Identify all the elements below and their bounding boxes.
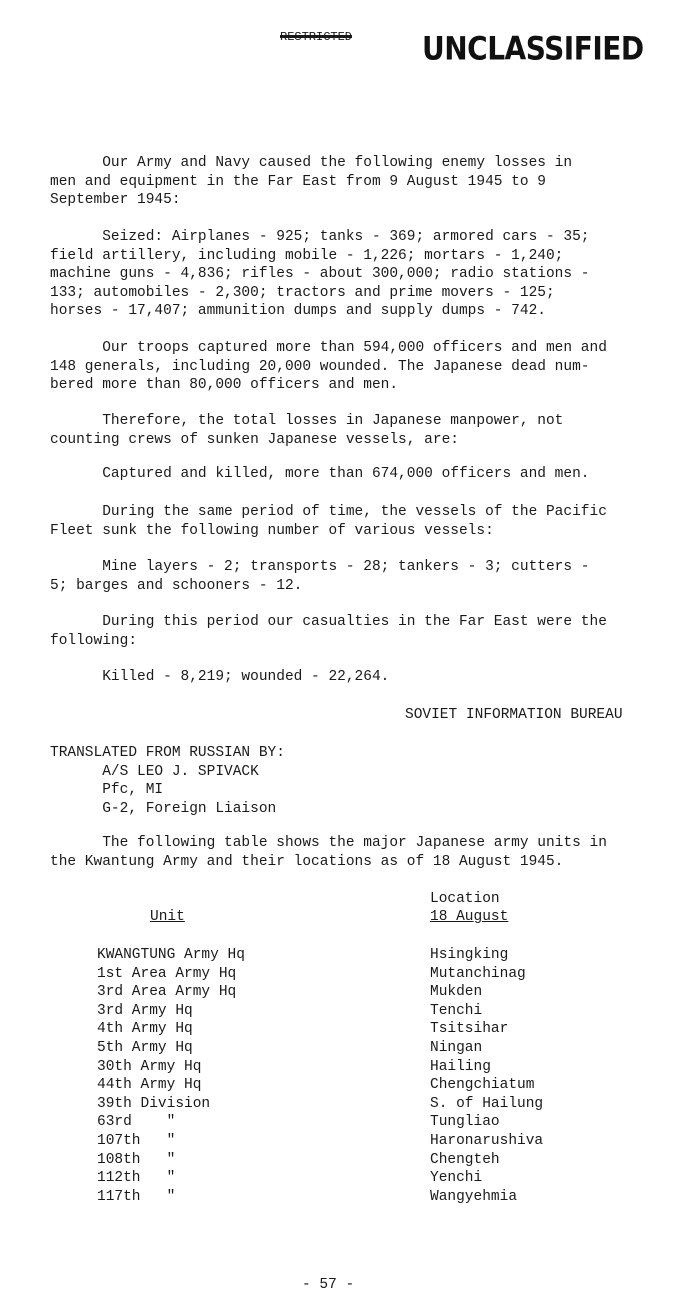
unit-cell: 39th Division	[97, 1095, 211, 1112]
unit-cell: 117th "	[97, 1188, 176, 1205]
unclassified-stamp: UNCLASSIFIED	[422, 29, 644, 68]
paragraph-captured: Our troops captured more than 594,000 officers and men and 148 generals, including 20,000 wounded. The Japanese dead num- bered more than 80,000 officers and men.	[50, 340, 607, 393]
location-cell: Wangyehmia	[430, 1188, 518, 1205]
location-cell: Mukden	[430, 984, 483, 1001]
location-cell: Tungliao	[430, 1114, 500, 1131]
location-cell: Tenchi	[430, 1002, 483, 1019]
location-header: Location	[430, 891, 500, 907]
unit-cell: 5th Army Hq	[97, 1039, 193, 1056]
unit-cell: 1st Area Army Hq	[97, 965, 237, 982]
location-cell: Chengchiatum	[430, 1077, 535, 1094]
unit-column	[97, 946, 245, 1206]
unit-cell: 3rd Army Hq	[97, 1002, 193, 1019]
unit-cell: KWANGTUNG Army Hq	[97, 947, 245, 963]
unit-cell: 107th "	[97, 1132, 176, 1149]
translation-credit: TRANSLATED FROM RUSSIAN BY: A/S LEO J. SPIVACK Pfc, MI G-2, Foreign Liaison	[50, 745, 285, 817]
unit-cell: 3rd Area Army Hq	[97, 984, 237, 1001]
paragraph-pacific-fleet: During the same period of time, the vessels of the Pacific Fleet sunk the following number of various vessels:	[50, 504, 607, 539]
unit-header: Unit	[150, 909, 185, 925]
date-header: 18 August	[430, 909, 509, 925]
table-intro: The following table shows the major Japanese army units in the Kwantung Army and their locations as of 18 August 1945.	[50, 835, 607, 870]
location-cell: Mutanchinag	[430, 965, 526, 982]
paragraph-killed-wounded: Killed - 8,219; wounded - 22,264.	[50, 669, 390, 685]
location-cell: Chengteh	[430, 1151, 500, 1168]
page-number: - 57 -	[302, 1277, 355, 1293]
location-cell: Hsingking	[430, 947, 509, 963]
location-cell: Tsitsihar	[430, 1021, 509, 1038]
location-cell: Ningan	[430, 1039, 483, 1056]
location-cell: S. of Hailung	[430, 1095, 544, 1112]
unit-cell: 4th Army Hq	[97, 1021, 193, 1038]
paragraph-losses-intro: Our Army and Navy caused the following enemy losses in men and equipment in the Far East from 9 August 1945 to 9 September 1945:	[50, 155, 573, 208]
unit-cell: 112th "	[97, 1170, 176, 1187]
location-cell: Hailing	[430, 1058, 491, 1075]
paragraph-total-losses: Therefore, the total losses in Japanese manpower, not counting crews of sunken Japanese vessels, are:	[50, 413, 564, 448]
unit-cell: 44th Army Hq	[97, 1077, 202, 1094]
location-column	[430, 946, 543, 1206]
restricted-marking: RESTRICTED	[280, 30, 353, 44]
paragraph-seized: Seized: Airplanes - 925; tanks - 369; armored cars - 35; field artillery, including mobile - 1,226; mortars - 1,240; machine guns - 4,836; rifles - about 300,000; radio stations - 133; automobiles - 2,300; tractors and prime movers - 125; horses - 17,407; ammunition dumps and supply dumps - 742.	[50, 229, 590, 319]
location-cell: Yenchi	[430, 1170, 483, 1187]
unit-cell: 108th "	[97, 1151, 176, 1168]
unit-cell: 63rd "	[97, 1114, 176, 1131]
paragraph-vessels: Mine layers - 2; transports - 28; tankers - 3; cutters - 5; barges and schooners - 12.	[50, 559, 590, 594]
paragraph-casualties: During this period our casualties in the Far East were the following:	[50, 614, 607, 649]
signature: SOVIET INFORMATION BUREAU	[405, 707, 623, 723]
unit-cell: 30th Army Hq	[97, 1058, 202, 1075]
location-cell: Haronarushiva	[430, 1132, 544, 1149]
paragraph-captured-killed: Captured and killed, more than 674,000 officers and men.	[50, 466, 590, 482]
